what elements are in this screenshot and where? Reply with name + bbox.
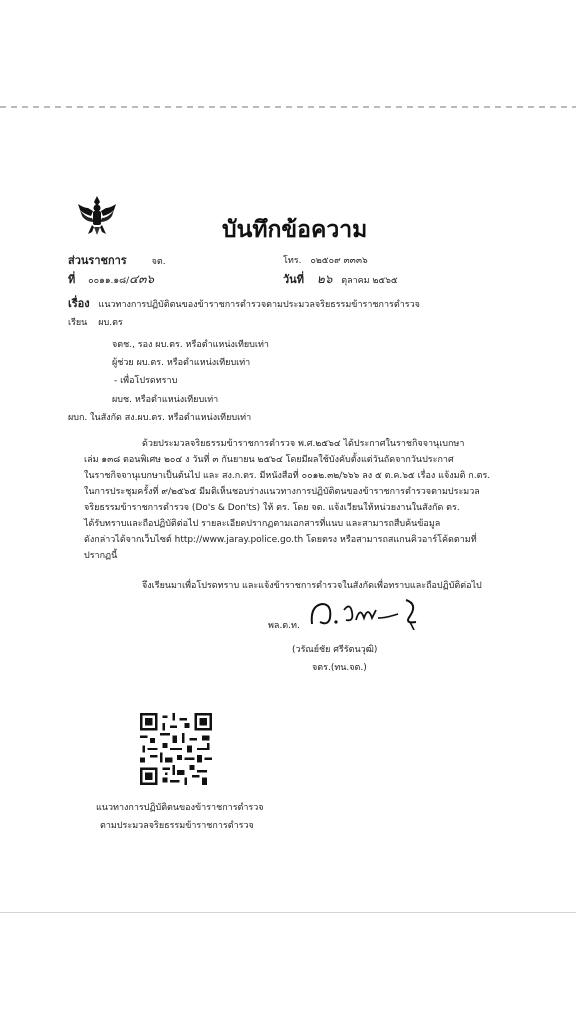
qr-caption-line: แนวทางการปฏิบัติตนของข้าราชการตำรวจ	[96, 803, 264, 813]
date-day-handwritten: ๒๖	[316, 272, 333, 286]
handwritten-signature	[306, 596, 426, 630]
recipient-item: - เพื่อโปรดทราบ	[114, 376, 178, 386]
subject-label: เรื่อง	[68, 297, 90, 310]
scan-edge-bottom	[0, 912, 576, 913]
date-field	[283, 270, 398, 289]
date-label: วันที่	[283, 273, 304, 286]
dept-field	[68, 251, 166, 269]
date-month-year: ตุลาคม ๒๕๖๕	[341, 276, 398, 286]
garuda-emblem-icon	[76, 194, 118, 236]
document-title: บันทึกข้อความ	[222, 217, 368, 243]
subject-field	[68, 294, 420, 312]
body-line: เล่ม ๑๓๘ ตอนพิเศษ ๒๐๔ ง วันที่ ๓ กันยายน ๒๕๖๔ โดยมีผลใช้บังคับตั้งแต่วันถัดจากวันประกาศ	[84, 455, 454, 465]
ref-value: ๐๐๑๑.๑๘/	[88, 276, 130, 286]
recipient-item: ผบก. ในสังกัด สง.ผบ.ตร. หรือตำแหน่งเทียบเท่า	[68, 413, 252, 423]
phone-value: ๐๒๕๐๙ ๓๓๓๖	[310, 256, 368, 266]
body-line: ในราชกิจจานุเบกษาเป็นต้นไป และ สง.ก.ตร. มีหนังสือที่ ๐๐๑๒.๓๒/๖๖๖ ลง ๕ ต.ค.๖๕ เรื่อง แจ้งมติ ก.ตร.	[84, 471, 491, 481]
dept-label: ส่วนราชการ	[68, 254, 127, 267]
ref-field	[68, 270, 154, 289]
body-line: ด้วยประมวลจริยธรรมข้าราชการตำรวจ พ.ศ.๒๕๖๔ ได้ประกาศในราชกิจจานุเบกษา	[142, 439, 465, 449]
closing-sentence: จึงเรียนมาเพื่อโปรดทราบ และแจ้งข้าราชการตำรวจในสังกัดเพื่อทราบและถือปฏิบัติต่อไป	[142, 581, 482, 591]
ref-label: ที่	[68, 273, 76, 286]
recipient-item: ผบช. หรือตำแหน่งเทียบเท่า	[112, 395, 219, 405]
signer-name: (วรัณย์ชัย ศรีรัตนวุฒิ)	[292, 645, 378, 655]
body-line: จริยธรรมข้าราชการตำรวจ (Do's & Don'ts) ให้ ตร. โดย จต. แจ้งเวียนให้หน่วยงานในสังกัด ตร.	[84, 503, 460, 513]
signer-rank: พล.ต.ท.	[268, 621, 300, 631]
recipient-item: ผู้ช่วย ผบ.ตร. หรือตำแหน่งเทียบเท่า	[112, 358, 251, 368]
subject-value: แนวทางการปฏิบัติตนของข้าราชการตำรวจตามประมวลจริยธรรมข้าราชการตำรวจ	[98, 300, 420, 310]
to-value: ผบ.ตร	[98, 318, 123, 328]
to-label: เรียน	[68, 318, 88, 328]
qr-caption-line: ตามประมวลจริยธรรมข้าราชการตำรวจ	[100, 821, 254, 831]
qr-code-icon[interactable]	[140, 713, 212, 785]
body-line: ปรากฏนี้	[84, 551, 118, 561]
body-line: ในการประชุมครั้งที่ ๙/๒๕๖๕ มีมติเห็นชอบร่างแนวทางการปฏิบัติตนของข้าราชการตำรวจตามประมวล	[84, 487, 480, 497]
body-paragraph	[84, 436, 514, 564]
to-field	[68, 315, 123, 329]
recipient-item: จตช., รอง ผบ.ตร. หรือตำแหน่งเทียบเท่า	[112, 340, 269, 350]
body-line: ได้รับทราบและถือปฏิบัติต่อไป รายละเอียดปรากฏตามเอกสารที่แนบ และสามารถสืบค้นข้อมูล	[84, 519, 441, 529]
phone-label: โทร.	[283, 256, 302, 266]
body-line: ดังกล่าวได้จากเว็บไซต์ http://www.jaray.police.go.th โดยตรง หรือสามารถสแกนคิวอาร์โค้ดตามที่	[84, 535, 477, 545]
signer-position: จตร.(ทน.จต.)	[312, 663, 367, 673]
dept-value: จต.	[151, 257, 166, 267]
ref-number-handwritten: ๔๓๖	[129, 272, 155, 286]
phone-field	[283, 253, 368, 267]
